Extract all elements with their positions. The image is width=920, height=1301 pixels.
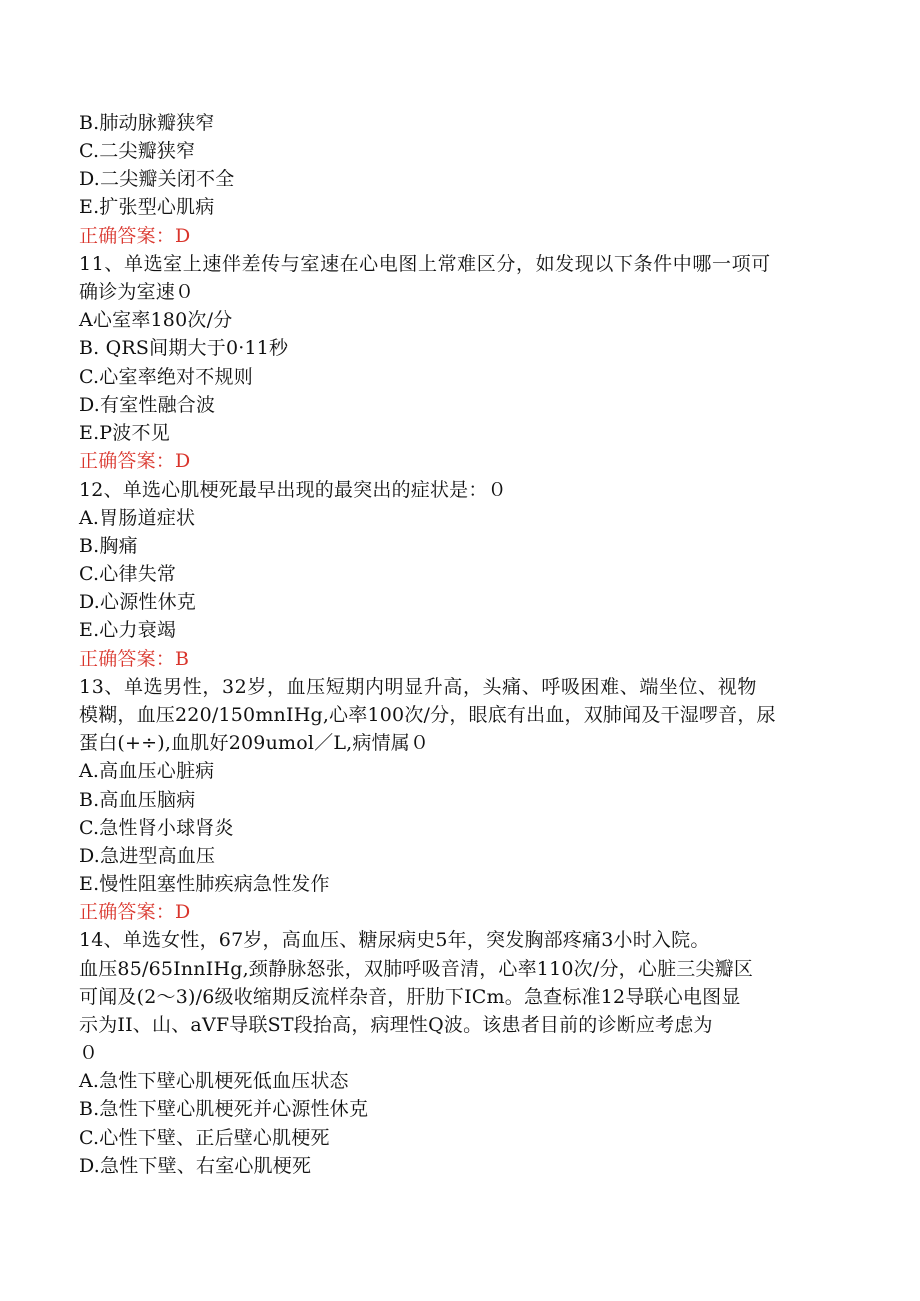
option-line: A心室率180次/分 [79,309,233,331]
question-text: 可闻及(2～3)/6级收缩期反流样杂音，肝肋下ICm。急查标准12导联心电图显 [79,986,741,1008]
option-line: B.肺动脉瓣狭窄 [79,112,215,134]
option-line: D.有室性融合波 [79,394,216,416]
option-line: A.胃肠道症状 [79,507,196,529]
option-line: B. QRS间期大于0·11秒 [79,337,289,359]
correct-answer: 正确答案：D [79,901,191,923]
option-line: A.急性下壁心肌梗死低血压状态 [79,1070,349,1092]
option-line: B.急性下壁心肌梗死并心源性休克 [79,1098,369,1120]
option-line: D.心源性休克 [79,591,196,613]
option-line: E.扩张型心肌病 [79,196,215,218]
question-text: 示为II、山、aVF导联ST段抬高，病理性Q波。该患者目前的诊断应考虑为 [79,1014,713,1036]
option-line: A.高血压心脏病 [79,760,215,782]
option-line: D.急进型高血压 [79,845,216,867]
correct-answer: 正确答案：B [79,648,190,670]
option-line: E.心力衰竭 [79,619,177,641]
question-text: 11、单选室上速伴差传与室速在心电图上常难区分，如发现以下条件中哪一项可 [79,253,771,275]
option-line: C.急性肾小球肾炎 [79,817,234,839]
correct-answer: 正确答案：D [79,450,191,472]
correct-answer: 正确答案：D [79,225,191,247]
option-line: C.心室率绝对不规则 [79,366,253,388]
option-line: D.二尖瓣关闭不全 [79,168,235,190]
question-text: 确诊为室速０ [79,281,195,303]
option-line: D.急性下壁、右室心肌梗死 [79,1155,312,1177]
option-line: E.P波不见 [79,422,170,444]
option-line: C.二尖瓣狭窄 [79,140,196,162]
question-text: 蛋白(+÷),血肌好209umol／L,病情属０ [79,732,430,754]
question-text: 14、单选女性，67岁，高血压、糖尿病史5年，突发胸部疼痛3小时入院。 [79,929,710,951]
option-line: C.心性下壁、正后壁心肌梗死 [79,1127,330,1149]
question-text: 血压85/65InnIHg,颈静脉怒张，双肺呼吸音清，心率110次/分，心脏三尖瓣区 [79,958,754,980]
question-text: 模糊，血压220/150mnIHg,心率100次/分，眼底有出血，双肺闻及干湿啰音，尿 [79,704,776,726]
question-text: 13、单选男性，32岁，血压短期内明显升高，头痛、呼吸困难、端坐位、视物 [79,676,757,698]
option-line: C.心律失常 [79,563,177,585]
option-line: E.慢性阻塞性肺疾病急性发作 [79,873,330,895]
question-text: ０ [79,1042,99,1064]
question-text: 12、单选心肌梗死最早出现的最突出的症状是：０ [79,479,507,501]
option-line: B.胸痛 [79,535,138,557]
option-line: B.高血压脑病 [79,789,196,811]
